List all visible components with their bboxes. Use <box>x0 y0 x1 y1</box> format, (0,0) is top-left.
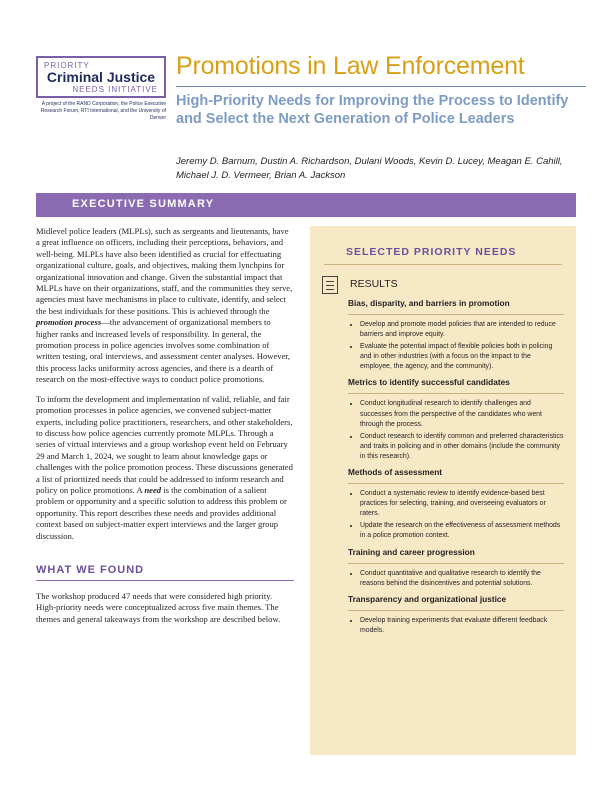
summary-p2-emphasis: need <box>144 484 162 495</box>
logo-box <box>36 56 166 98</box>
section-heading: Transparency and organizational justice <box>348 593 507 604</box>
section-divider <box>348 563 564 564</box>
summary-p2-a: To inform the development and implementation of valid, reliable, and fair promotion processes in police agencies, we convened subject-matter experts, including police practitioners, researchers, and other stakeholders, to discuss how police agencies currently promote MLPLs. Through a series of virtual interviews and a group workshop event held on February 29 and March 1, 2024, we sought to learn about knowledge gaps or challenges with the police promotion process. These discussions generated a list of prioritized needs that could be addressed to inform research and policy on police promotions. A <box>36 393 293 495</box>
panel-divider <box>324 264 562 265</box>
list-item: • Develop training experiments that evaluate different feedback models. <box>360 616 564 636</box>
summary-paragraph-1 <box>36 226 294 386</box>
title-divider <box>176 86 586 87</box>
section-heading: Metrics to identify successful candidates <box>348 377 510 388</box>
what-we-found-divider <box>36 580 294 581</box>
results-label: RESULTS <box>350 278 398 290</box>
logo-bottom: NEEDS INITIATIVE <box>72 85 158 94</box>
what-we-found-heading: WHAT WE FOUND <box>36 563 145 576</box>
list-item: • Conduct longitudinal research to identify challenges and successes from the perspective of the candidates who went through the process. <box>360 399 564 429</box>
summary-p1-a: Midlevel police leaders (MLPLs), such as sergeants and lieutenants, have a great influence on officers, including their perceptions, behaviors, and well-being. MLPLs have also been identified as crucial for effectuating organizational culture, goals, and objectives, making them lynchpins for organizational innovation and change. Given the substantial impact that MLPLs have on their organizations, staff, and the communities they serve, agencies must have mechanisms in place to cultivate, identify, and select the best individuals for these positions. This is achieved through the <box>36 226 293 316</box>
summary-paragraph-2 <box>36 394 294 542</box>
section-list <box>348 616 564 636</box>
what-we-found-text: The workshop produced 47 needs that were considered high priority. High-priority needs were conceptualized across five main themes. The themes and general takeaways from the workshop are described below. <box>36 590 281 624</box>
list-item: • Conduct quantitative and qualitative research to identify the reasons behind the disincentives and potential solutions. <box>360 569 564 589</box>
document-list-icon <box>322 276 338 294</box>
section-heading: Training and career progression <box>348 546 475 557</box>
section-list <box>348 320 564 372</box>
list-item: • Conduct research to identify common and preferred characteristics and traits in policing and in other domains (include the community in this research). <box>360 432 564 462</box>
logo-note: A project of the RAND Corporation, the Police Executive Research Forum, RTI International, and the University of Denver <box>40 101 166 121</box>
section-list <box>348 399 564 462</box>
page-title: Promotions in Law Enforcement <box>176 52 525 80</box>
summary-p1-b: —the advancement of organizational members to higher ranks and increased levels of responsibility. In general, the promotion process in police agencies involves some combination of written testing, oral interviews, and assessment center analyses. However, this process lacks uniformity across agencies, and there is a dearth of research on the most-effective ways to conduct police promotions. <box>36 317 291 385</box>
priority-needs-panel <box>310 226 576 755</box>
section-divider <box>348 314 564 315</box>
section-divider <box>348 483 564 484</box>
authors: Jeremy D. Barnum, Dustin A. Richardson, Dulani Woods, Kevin D. Lucey, Meagan E. Cahill, Michael J. D. Vermeer, Brian A. Jackson <box>176 156 563 181</box>
panel-title: SELECTED PRIORITY NEEDS <box>346 246 517 258</box>
banner-label: EXECUTIVE SUMMARY <box>72 198 215 210</box>
list-item: • Conduct a systematic review to identify evidence-based best practices for selecting, training, and overseeing evaluators or raters. <box>360 489 564 519</box>
list-item: • Update the research on the effectiveness of assessment methods in a police promotion context. <box>360 521 564 541</box>
summary-p2-b: is the combination of a salient problem or opportunity and a specific solution to address this problem or opportunity. This report describes these needs and provides additional context based on subject-matter expert interviews and the larger group discussion. <box>36 484 287 541</box>
page-subtitle: High-Priority Needs for Improving the Process to Identify and Select the Next Generation of Police Leaders <box>176 93 569 127</box>
list-item: • Evaluate the potential impact of flexible policies both in policing and in other industries (with a focus on the impact to the employee, the agency, and the community). <box>360 342 564 372</box>
panel-body <box>348 298 564 641</box>
logo-name: Criminal Justice <box>46 69 156 85</box>
list-item: • Develop and promote model policies that are intended to reduce barriers and improve equity. <box>360 320 564 340</box>
summary-column <box>36 226 294 633</box>
logo-top: PRIORITY <box>44 61 90 70</box>
logo <box>36 56 166 122</box>
section-divider <box>348 393 564 394</box>
summary-p1-emphasis: promotion process <box>36 317 102 328</box>
section-heading: Bias, disparity, and barriers in promotion <box>348 298 510 308</box>
section-divider <box>348 610 564 611</box>
section-list <box>348 569 564 589</box>
section-list <box>348 489 564 541</box>
section-heading: Methods of assessment <box>348 467 443 478</box>
